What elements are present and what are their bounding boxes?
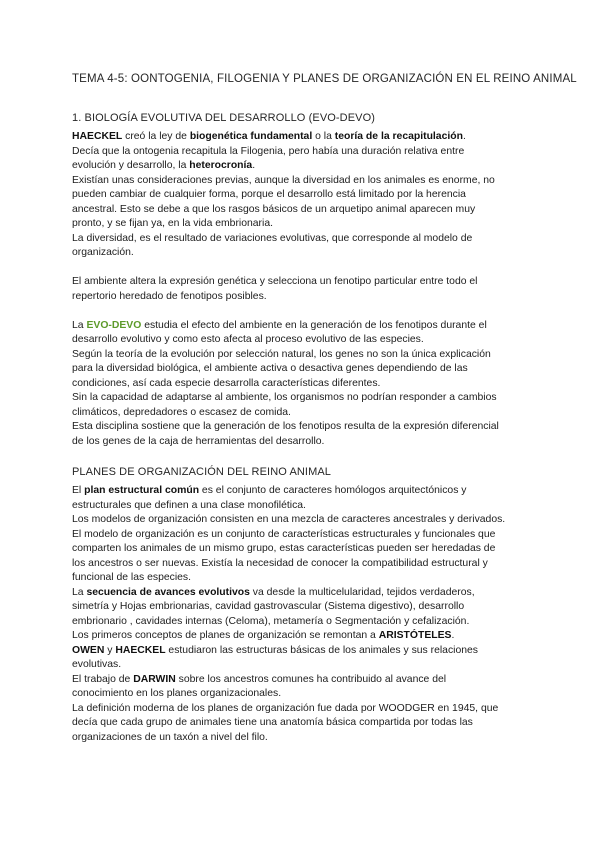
document-title: TEMA 4-5: OONTOGENIA, FILOGENIA Y PLANES DE ORGANIZACIÓN EN EL REINO ANIMAL — [72, 73, 577, 85]
text-line: La diversidad, es el resultado de variaciones evolutivas, que corresponde al modelo de — [72, 232, 473, 244]
text-line: Existían unas consideraciones previas, aunque la diversidad en los animales es enorme, no — [72, 174, 495, 186]
text-run: creó la ley de — [122, 131, 190, 142]
text-line — [72, 586, 542, 601]
text-run: evolución y desarrollo, la — [72, 160, 190, 171]
bold-term: secuencia de avances evolutivos — [86, 586, 250, 598]
text-line — [72, 644, 542, 659]
text-run: El — [72, 485, 85, 496]
paragraph-gap — [72, 261, 542, 276]
text-line: los ancestros o ser nuevas. Existía la necesidad de conocer la compatibilidad estructural y — [72, 557, 488, 569]
text-line — [72, 130, 542, 145]
text-line: Decía que la ontogenia recapitula la Filogenia, pero había una duración relativa entre — [72, 145, 465, 157]
text-line: El modelo de organización es un conjunto de características estructurales y funcionales que — [72, 528, 496, 540]
text-line — [72, 673, 542, 688]
text-line: El ambiente altera la expresión genética y selecciona un fenotipo particular entre todo el — [72, 276, 478, 287]
text-line: evolutivas. — [72, 659, 122, 670]
bold-term: ARISTÓTELES — [378, 630, 452, 641]
text-line: La definición moderna de los planes de organización fue dada por WOODGER en 1945, que — [72, 702, 499, 714]
text-line: de los genes de la caja de herramientas del desarrollo. — [72, 435, 325, 447]
paragraph-gap — [72, 304, 542, 319]
text-run: y — [104, 644, 116, 656]
text-run: . — [462, 131, 466, 142]
text-line — [72, 159, 542, 174]
text-line: Los modelos de organización consisten en una mezcla de caracteres ancestrales y derivados. — [72, 514, 506, 525]
text-run: estudia el efecto del ambiente en la generación de los fenotipos durante el — [141, 319, 487, 331]
text-line: pueden cambiar de cualquier forma, porque el desarrollo está limitado por la herencia — [72, 189, 466, 200]
bold-term: heterocronía — [189, 160, 253, 171]
text-run: . — [451, 630, 455, 641]
text-run: El trabajo de — [72, 673, 134, 685]
text-run: sobre los ancestros comunes ha contribuido al avance del — [175, 673, 447, 685]
bold-term: teoría de la recapitulación — [334, 131, 463, 142]
text-line: Según la teoría de la evolución por selección natural, los genes no son la única explicación — [72, 348, 491, 360]
section-1-body — [72, 130, 542, 449]
text-line: organizaciones de un taxón a nivel del filo. — [72, 731, 268, 743]
text-line: repertorio heredado de fenotipos posibles. — [72, 290, 267, 302]
text-line: ancestral. Esto se debe a que los rasgos básicos de un arquetipo animal aparecen muy — [72, 203, 476, 215]
evo-devo-highlight: EVO-DEVO — [86, 319, 142, 331]
section-2-body — [72, 484, 542, 745]
text-run: va desde la multicelularidad, tejidos verdaderos, — [249, 586, 475, 598]
section-1-heading: 1. BIOLOGÍA EVOLUTIVA DEL DESARROLLO (EVO-DEVO) — [72, 112, 376, 124]
text-run: es el conjunto de caracteres homólogos arquitectónicos y — [199, 485, 467, 496]
text-line: simetría y Hojas embrionarias, cavidad gastrovascular (Sistema digestivo), desarrollo — [72, 601, 465, 612]
text-run: Los primeros conceptos de planes de organización se remontan a — [72, 630, 379, 641]
section-2-heading: PLANES DE ORGANIZACIÓN DEL REINO ANIMAL — [72, 466, 331, 478]
text-line: comparten los animales de un mismo grupo, estas características pueden ser heredadas de — [72, 543, 496, 554]
text-run: La — [72, 586, 87, 598]
text-line: para la diversidad biológica, el ambiente activa o desactiva genes dependiendo de las — [72, 363, 468, 374]
text-line: condiciones, así cada especie desarrolla características diferentes. — [72, 377, 381, 389]
text-line: pronto, y se fijan ya, en la vida embrionaria. — [72, 218, 273, 229]
text-run: . — [252, 160, 256, 171]
bold-term: HAECKEL — [72, 131, 123, 142]
text-line: decía que cada grupo de animales tiene una anatomía básica compartida por todas las — [72, 717, 473, 728]
text-run: estudiaron las estructuras básicas de los animales y sus relaciones — [165, 644, 478, 656]
text-line: Sin la capacidad de adaptarse al ambiente, los organismos no podrían responder a cambios — [72, 392, 497, 403]
text-line: climáticos, depredadores o escasez de comida. — [72, 406, 291, 418]
bold-term: DARWIN — [133, 673, 176, 685]
text-line: funcional de las especies. — [72, 572, 191, 583]
text-run: La — [72, 319, 87, 331]
text-line: Esta disciplina sostiene que la generación de los fenotipos resulta de la expresión diferencial — [72, 421, 499, 432]
text-line — [72, 629, 542, 644]
bold-term: plan estructural común — [84, 485, 200, 496]
text-line: desarrollo evolutivo y como esto afecta al proceso evolutivo de las especies. — [72, 334, 424, 345]
text-line: estructurales que definen a una clase monofilética. — [72, 499, 306, 511]
text-run: o la — [312, 131, 335, 142]
text-line: embrionario , cavidades internas (Celoma), metamería o Segmentación y cefalización. — [72, 615, 470, 627]
text-line: conocimiento en los planes organizacionales. — [72, 688, 282, 699]
text-line: organización. — [72, 247, 134, 258]
bold-term: biogenética fundamental — [189, 131, 313, 142]
text-line — [72, 484, 542, 499]
text-line — [72, 319, 542, 334]
bold-term: OWEN — [72, 644, 105, 656]
bold-term: HAECKEL — [115, 644, 166, 656]
